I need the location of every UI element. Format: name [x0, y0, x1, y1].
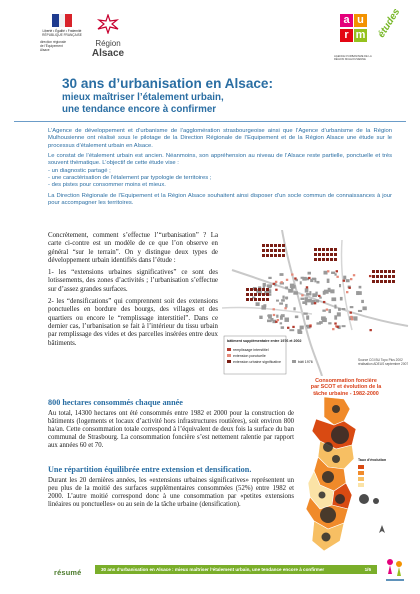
existing-building [356, 291, 359, 295]
existing-building [267, 319, 272, 322]
significant-extension-building [274, 249, 277, 252]
body-paragraph: 2- les “densifications” qui comprennent soit des extensions ponctuelles en bordure des bourgs, des villages et des quartiers ou encore le “remplissage interstitiel”. Dans ce dernier cas, l’urbanisation se fait à l’intérieur du tissu urbain par remplissage des vides et des parcelles insérées entre deux bâtiments. [48, 298, 218, 347]
significant-extension-building [322, 253, 325, 256]
significant-extension-building [262, 293, 265, 296]
significant-extension-building [388, 270, 391, 273]
aurm-logo [332, 6, 403, 68]
existing-building [327, 279, 330, 283]
densification-building [273, 314, 275, 316]
densification-building [284, 307, 286, 309]
french-flag-icon [52, 14, 72, 27]
existing-building [285, 304, 287, 308]
existing-building [263, 283, 266, 287]
existing-building [295, 315, 298, 318]
north-arrow-icon [379, 525, 385, 533]
intro-paragraph-3: La Direction Régionale de l’Equipement et la Région Alsace souhaitent ainsi disposer d’un socle commun de connaissances à jour pour accompagner les territoires. [48, 192, 392, 207]
legend-label: extension ponctuelle [233, 354, 266, 358]
map-source: réalisation ADEUS septembre 2007 [358, 362, 409, 366]
existing-building [362, 306, 366, 310]
legend-label: remplissage interstitiel [233, 348, 269, 352]
prefecture-logo [40, 14, 84, 52]
significant-extension-building [270, 254, 273, 257]
existing-building [281, 299, 285, 302]
aurm-letter-u: u [354, 14, 367, 27]
aurm-tagline: AGENCE D'URBANISME DE LA RÉGION MULHOUSIENNE [334, 55, 372, 61]
existing-building [305, 288, 309, 292]
existing-building [268, 314, 272, 318]
significant-extension-building [274, 244, 277, 247]
densification-building [280, 281, 282, 283]
region-name: Alsace [91, 48, 125, 59]
significant-extension-building [376, 275, 379, 278]
significant-extension-building [384, 275, 387, 278]
densification-building [334, 322, 336, 324]
footer-bar [95, 565, 377, 574]
existing-building [342, 325, 346, 327]
legend-label: extension urbaine significative [233, 360, 281, 364]
significant-extension-building [314, 253, 317, 256]
significant-extension-building [250, 298, 253, 301]
densification-building [353, 274, 355, 276]
left-column-text [48, 232, 218, 352]
existing-building [323, 271, 327, 275]
densification-building [326, 309, 328, 311]
existing-building [308, 293, 311, 295]
urban-extension-map [222, 230, 410, 376]
significant-extension-building [372, 280, 375, 283]
significant-extension-building [266, 293, 269, 296]
existing-building [312, 293, 317, 297]
existing-building [314, 278, 316, 282]
significant-extension-building [330, 248, 333, 251]
existing-building [308, 272, 311, 275]
existing-building [293, 307, 295, 310]
significant-extension-building [380, 270, 383, 273]
existing-building [290, 284, 294, 288]
region-emblem-icon [93, 14, 123, 34]
densification-building [369, 275, 371, 277]
existing-building [310, 279, 313, 282]
densification-building [309, 325, 311, 327]
existing-building [276, 300, 279, 302]
significant-extension-building [376, 270, 379, 273]
objective-item: - une caractérisation de l’étalement par typologie de territoires ; [48, 174, 212, 181]
aurm-script: études [376, 6, 403, 40]
significant-extension-building [278, 254, 281, 257]
densification-building [369, 329, 371, 331]
existing-building [307, 325, 309, 328]
significant-extension-building [266, 298, 269, 301]
dre-label: direction régionale de l'Équipement Alsace [40, 40, 67, 52]
densification-building [346, 291, 348, 293]
section-heading: 800 hectares consommés chaque année [48, 398, 183, 407]
densification-building [318, 295, 320, 297]
existing-building [322, 310, 325, 312]
densification-building [291, 273, 293, 275]
significant-extension-building [318, 258, 321, 261]
significant-extension-building [372, 275, 375, 278]
significant-extension-building [322, 258, 325, 261]
existing-building [307, 299, 312, 303]
significant-extension-building [266, 249, 269, 252]
intro-block [48, 128, 392, 211]
densification-building [350, 316, 352, 318]
significant-extension-building [246, 288, 249, 291]
significant-extension-building [270, 249, 273, 252]
significant-extension-building [258, 293, 261, 296]
aurm-letter-m: m [355, 29, 366, 41]
existing-building [303, 313, 307, 315]
densification-building [273, 308, 275, 310]
significant-extension-building [258, 288, 261, 291]
legend-title: bâtiment supplémentaire entre 1976 et 2002 [227, 339, 302, 343]
significant-extension-building [266, 244, 269, 247]
existing-building [315, 300, 319, 303]
significant-extension-building [282, 244, 285, 247]
significant-extension-building [326, 253, 329, 256]
existing-building [319, 321, 323, 324]
existing-building [279, 302, 283, 304]
significant-extension-building [270, 244, 273, 247]
existing-building [300, 326, 304, 330]
densification-building [286, 279, 288, 281]
significant-extension-building [392, 270, 395, 273]
densification-building [314, 302, 316, 304]
existing-building [281, 314, 285, 317]
significant-extension-building [254, 293, 257, 296]
alsace-scot-map [294, 395, 404, 557]
existing-building [354, 316, 358, 320]
significant-extension-building [274, 254, 277, 257]
significant-extension-building [246, 293, 249, 296]
densification-building [294, 277, 296, 279]
densification-building [287, 327, 289, 329]
significant-extension-building [334, 248, 337, 251]
existing-building [337, 312, 341, 316]
region-word: Région [95, 39, 121, 48]
existing-building [306, 315, 309, 319]
existing-building [302, 277, 306, 281]
legend-label: bâti 1976 [298, 360, 313, 364]
legend-swatch-significative [227, 360, 231, 363]
existing-building [305, 301, 307, 305]
existing-building [280, 322, 283, 324]
footer-text: 30 ans d’urbanisation en Alsace : mieux maîtriser l’étalement urbain, une tendance encore à confirmer [101, 567, 325, 572]
existing-building [330, 289, 334, 293]
existing-building [350, 306, 354, 308]
legend-swatch-bati [292, 360, 296, 363]
significant-extension-building [392, 280, 395, 283]
alsace-map-graphic [294, 395, 404, 557]
page-number: 1/6 [364, 567, 371, 572]
significant-extension-building [322, 248, 325, 251]
significant-extension-building [392, 275, 395, 278]
urban-map-graphic [222, 230, 410, 376]
map2-legend-title: Taux d'évolution [358, 458, 387, 462]
title-divider [14, 121, 406, 122]
existing-building [328, 288, 331, 292]
existing-building [328, 322, 331, 324]
existing-building [268, 284, 272, 288]
densification-building [323, 301, 325, 303]
densification-building [292, 326, 294, 328]
significant-extension-building [246, 298, 249, 301]
region-alsace-logo [88, 14, 128, 59]
objective-item: - des pistes pour consommer moins et mieux. [48, 182, 166, 189]
significant-extension-building [282, 254, 285, 257]
existing-building [282, 296, 284, 299]
gov-motto: Liberté • Égalité • Fraternité RÉPUBLIQUE FRANÇAISE [42, 29, 82, 37]
densification-building [277, 319, 279, 321]
significant-extension-building [388, 275, 391, 278]
existing-building [334, 273, 336, 275]
densification-building [350, 312, 352, 314]
significant-extension-building [278, 244, 281, 247]
significant-extension-building [266, 288, 269, 291]
significant-extension-building [384, 280, 387, 283]
existing-building [334, 305, 336, 309]
significant-extension-building [282, 249, 285, 252]
densification-building [327, 270, 329, 272]
significant-extension-building [250, 288, 253, 291]
densification-building [350, 278, 352, 280]
significant-extension-building [278, 249, 281, 252]
existing-building [339, 284, 341, 287]
existing-building [256, 302, 260, 306]
section-text: Au total, 14300 hectares ont été consommés entre 1982 et 2000 pour la construction de bâtiments (logements et locaux d’activité hors infrastructures routières), soit environ 800 ha/an. Cette consommation totale correspond à l’équivalent de deux fois la surface du ban communal de Strasbourg. La consommation foncière s’est nettement ralentie par rapport aux années 60 et 70. [48, 410, 294, 450]
existing-building [358, 310, 362, 312]
significant-extension-building [318, 248, 321, 251]
significant-extension-building [254, 288, 257, 291]
footer-figures-icon [382, 556, 408, 584]
densification-building [332, 328, 334, 330]
existing-building [284, 317, 289, 321]
existing-building [268, 277, 271, 279]
significant-extension-building [262, 244, 265, 247]
significant-extension-building [388, 280, 391, 283]
existing-building [279, 273, 283, 276]
densification-building [343, 280, 345, 282]
significant-extension-building [262, 298, 265, 301]
significant-extension-building [376, 280, 379, 283]
body-paragraph: Concrètement, comment s’effectue l’“urbanisation” ? La carte ci-contre est un modèle de ce que l’on observe en général “sur le terrain”. On y distingue deux types de développement urbain identifiés dans l’étude : [48, 232, 218, 264]
densification-building [351, 318, 353, 320]
existing-building [334, 315, 337, 319]
existing-building [346, 279, 350, 282]
significant-extension-building [250, 293, 253, 296]
existing-building [321, 316, 326, 320]
densification-building [336, 270, 338, 272]
existing-building [259, 316, 262, 319]
intro-paragraph-1: L’Agence de développement et d’urbanisme de l’agglomération strasbourgeoise ainsi que l’Agence d’urbanisme de la Région Mulhousienne ont réalisé sous le pilotage de la Direction Régionale de l’Equipement et de la Région Alsace une étude sur le processus d’étalement urbain en Alsace. [48, 128, 392, 149]
existing-building [281, 326, 284, 329]
significant-extension-building [334, 253, 337, 256]
densification-building [348, 287, 350, 289]
significant-extension-building [314, 248, 317, 251]
significant-extension-building [326, 248, 329, 251]
legend-swatch-ponctuelle [227, 354, 231, 357]
significant-extension-building [262, 249, 265, 252]
existing-building [276, 315, 278, 318]
significant-extension-building [372, 270, 375, 273]
densification-building [336, 326, 338, 328]
page-title: 30 ans d’urbanisation en Alsace: [62, 76, 274, 91]
densification-building [336, 276, 338, 278]
existing-building [293, 291, 298, 294]
aurm-letter-a: a [340, 14, 353, 27]
existing-building [297, 329, 301, 333]
existing-building [285, 286, 288, 288]
existing-building [316, 281, 319, 284]
densification-building [275, 289, 277, 291]
densification-building [301, 294, 303, 296]
existing-building [300, 281, 302, 284]
significant-extension-building [314, 258, 317, 261]
section-text: Durant les 20 dernières années, les «extensions urbaines significatives» représentent un peu plus de la moitié des surfaces supplémentaires consommées (52%) entre 1982 et 2000. L’autre moitié correspond donc à une consommation par «petites extensions linéaires ou ponctuelles» ou au sein de la tâche urbaine (densification). [48, 477, 294, 509]
objective-item: - un diagnostic partagé ; [48, 167, 111, 174]
densification-building [308, 277, 310, 279]
existing-building [342, 308, 346, 310]
aurm-letter-r: r [340, 29, 353, 42]
existing-building [340, 297, 343, 301]
existing-building [288, 289, 293, 293]
densification-building [306, 286, 308, 288]
significant-extension-building [258, 298, 261, 301]
significant-extension-building [254, 298, 257, 301]
existing-building [300, 298, 304, 300]
page-subtitle: mieux maîtriser l’étalement urbain, une tendance encore à confirmer [62, 92, 224, 115]
significant-extension-building [318, 253, 321, 256]
existing-building [285, 297, 288, 299]
significant-extension-building [380, 280, 383, 283]
densification-building [273, 283, 275, 285]
existing-building [343, 276, 346, 280]
significant-extension-building [380, 275, 383, 278]
map-source: Source CGI BU Topo Plus 2002 [358, 358, 403, 362]
body-paragraph: 1- les “extensions urbaines significatives” ce sont des lotissements, des zones d’activités ; l’urbanisation s’effectue sur d’assez grandes surfaces. [48, 269, 218, 293]
map2-title: Consommation foncière par SCOT et évolution de la tâche urbaine - 1982-2000 [310, 378, 382, 397]
existing-building [338, 308, 341, 311]
existing-building [328, 309, 331, 313]
resume-logo: résumé [54, 568, 82, 577]
densification-building [275, 281, 277, 283]
significant-extension-building [334, 258, 337, 261]
intro-paragraph-2: Le constat de l’étalement urbain est ancien. Néanmoins, son appréhension au niveau de l’Alsace reste partielle, ponctuelle et très souvent thématique. L’objectif de cette étude vise : [48, 153, 392, 167]
significant-extension-building [384, 270, 387, 273]
significant-extension-building [330, 253, 333, 256]
existing-building [289, 329, 294, 331]
significant-extension-building [330, 258, 333, 261]
significant-extension-building [262, 254, 265, 257]
existing-building [261, 305, 266, 309]
significant-extension-building [326, 258, 329, 261]
significant-extension-building [266, 254, 269, 257]
existing-building [331, 297, 336, 301]
existing-building [359, 286, 362, 289]
legend-swatch-interstitiel [227, 348, 231, 351]
significant-extension-building [262, 288, 265, 291]
existing-building [361, 300, 364, 303]
section-heading: Une répartition équilibrée entre extension et densification. [48, 465, 252, 474]
